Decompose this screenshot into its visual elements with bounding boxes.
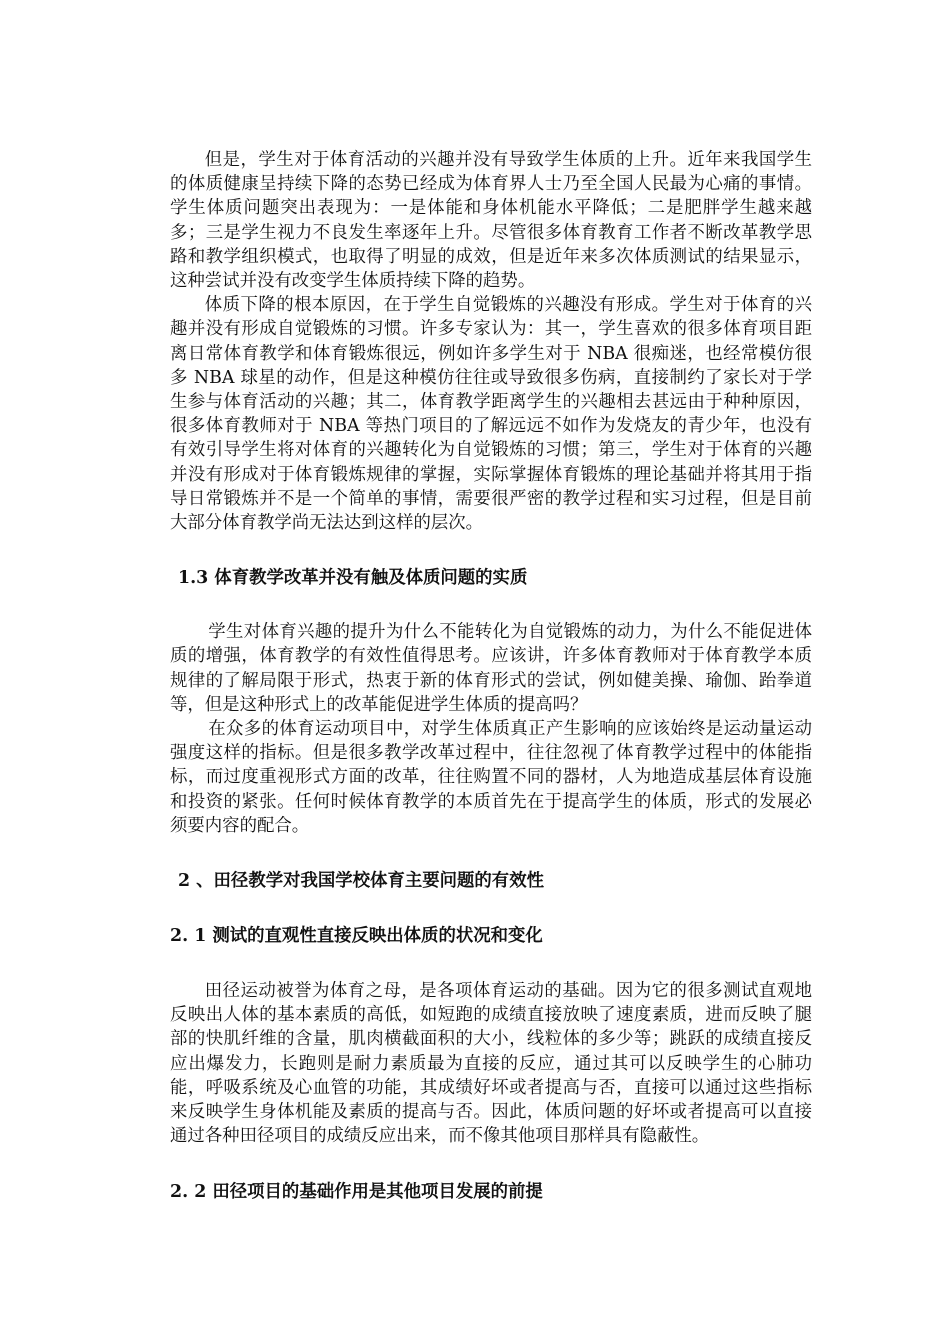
section-heading-2-2: 2. 2 田径项目的基础作用是其他项目发展的前提: [170, 1181, 543, 1202]
section-heading-1-3: 1.3 体育教学改革并没有触及体质问题的实质: [178, 568, 528, 589]
paragraph-student-interest-decline: 但是，学生对于体育活动的兴趣并没有导致学生体质的上升。近年来我国学生的体质健康呈持续下降的态势已经成为体育界人士乃至全国人民最为心痛的事情。学生体质问题突出表现为：一是体能和身体机能水平降低；二是肥胖学生越来越多；三是学生视力不良发生率逐年上升。尽管很多体育教育工作者不断改革教学思路和教学组织模式，也取得了明显的成效，但是近年来多次体质测试的结果显示，这种尝试并没有改变学生体质持续下降的趋势。: [170, 150, 812, 292]
paragraph-track-and-field-basis: 田径运动被誉为体育之母，是各项体育运动的基础。因为它的很多测试直观地反映出人体的基本素质的高低，如短跑的成绩直接放映了速度素质，进而反映了腿部的快肌纤维的含量，肌肉横截面积的大小，线粒体的多少等；跳跃的成绩直接反应出爆发力，长跑则是耐力素质最为直接的反应，通过其可以反映学生的心肺功能，呼吸系统及心血管的功能，其成绩好坏或者提高与否，直接可以通过这些指标来反映学生身体机能及素质的提高与否。因此，体质问题的好坏或者提高可以直接通过各种田径项目的成绩反应出来，而不像其他项目那样具有隐蔽性。: [170, 981, 812, 1147]
paragraph-teaching-effectiveness: 学生对体育兴趣的提升为什么不能转化为自觉锻炼的动力，为什么不能促进体质的增强，体育教学的有效性值得思考。应该讲，许多体育教师对于体育教学本质规律的了解局限于形式，热衷于新的体育形式的尝试，例如健美操、瑜伽、跆拳道等，但是这种形式上的改革能促进学生体质的提高吗？: [170, 622, 812, 715]
paragraph-exercise-intensity: 在众多的体育运动项目中，对学生体质真正产生影响的应该始终是运动量运动强度这样的指标。但是很多教学改革过程中，往往忽视了体育教学过程中的体能指标，而过度重视形式方面的改革，往往购置不同的器材，人为地造成基层体育设施和投资的紧张。任何时候体育教学的本质首先在于提高学生的体质，形式的发展必须要内容的配合。: [170, 719, 812, 836]
section-heading-2: 2 、田径教学对我国学校体育主要问题的有效性: [178, 871, 544, 892]
paragraph-root-cause: 体质下降的根本原因，在于学生自觉锻炼的兴趣没有形成。学生对于体育的兴趣并没有形成自觉锻炼的习惯。许多专家认为：其一，学生喜欢的很多体育项目距离日常体育教学和体育锻炼很远，例如许多学生对于 NBA 很痴迷，也经常模仿很多 NBA 球星的动作，但是这种模仿往往或导致很多伤病，直接制约了家长对于学生参与体育活动的兴趣；其二，体育教学距离学生的兴趣相去甚远由于种种原因，很多体育教师对于 NBA 等热门项目的了解远远不如作为发烧友的青少年，也没有有效引导学生将对体育的兴趣转化为自觉锻炼的习惯；第三，学生对于体育的兴趣并没有形成对于体育锻炼规律的掌握，实际掌握体育锻炼的理论基础并将其用于指导日常锻炼并不是一个简单的事情，需要很严密的教学过程和实习过程，但是目前大部分体育教学尚无法达到这样的层次。: [170, 295, 812, 534]
document-page: [170, 148, 812, 1204]
section-heading-2-1: 2. 1 测试的直观性直接反映出体质的状况和变化: [170, 926, 543, 947]
